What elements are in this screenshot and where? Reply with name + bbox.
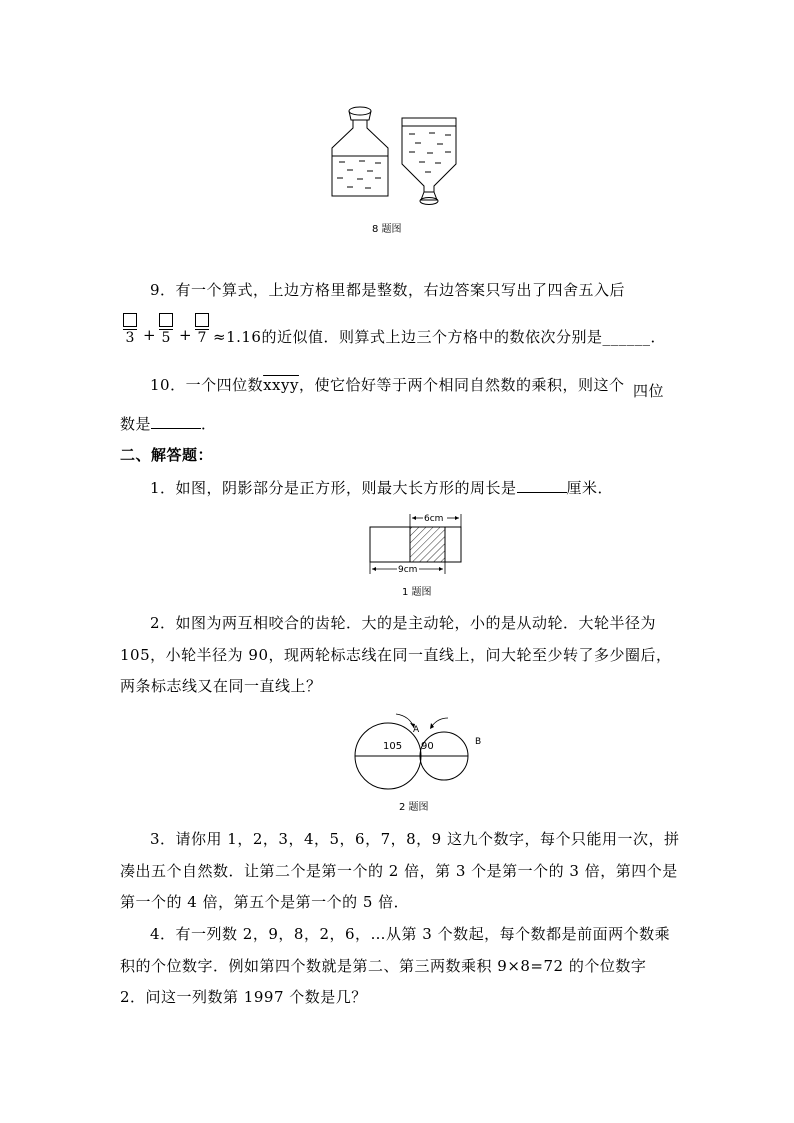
a1-label-top: 6cm (424, 514, 444, 524)
q9-end: ． (650, 328, 666, 346)
q10-line2b: ． (201, 415, 217, 433)
a2-label-big: 105 (383, 741, 403, 752)
a1-text2: 厘米． (566, 479, 614, 497)
q10-number: xxyy (263, 376, 299, 394)
a1-label-bottom: 9cm (398, 565, 418, 575)
q10-part2: ，使它恰好等于两个相同自然数的乘积，则这个 (298, 376, 625, 394)
a4-line1: 4．有一列数 2，9，8，2，6，…从第 3 个数起，每个数都是前面两个数乘 (150, 925, 671, 943)
a1-line (150, 476, 613, 499)
a1-diagram (365, 510, 475, 580)
a2-caption: 2 题图 (399, 802, 429, 813)
section2-title: 二、解答题： (120, 446, 214, 464)
a3-line3: 第一个的 4 倍，第五个是第一个的 5 倍． (120, 893, 410, 911)
q9-line1: 9．有一个算式，上边方格里都是整数，右边答案只写出了四舍五入后 (150, 281, 626, 299)
a4-line2: 积的个位数字．例如第四个数就是第二、第三两数乘积 9×8=72 的个位数字 (120, 957, 647, 975)
q9-box-1 (123, 313, 137, 327)
q9-fraction-2 (159, 313, 173, 346)
q9-line2 (213, 326, 666, 348)
a1-blank (517, 476, 567, 493)
q10-part1: 10．一个四位数 (150, 376, 264, 394)
fig8-diagram (325, 104, 465, 214)
a1-caption: 1 题图 (402, 587, 432, 598)
q9-plus-2: + (179, 326, 192, 344)
a3-line2: 凑出五个自然数．让第二个是第一个的 2 倍，第 3 个是第一个的 3 倍，第四个是 (120, 862, 678, 880)
q9-tail: ≈1.16的近似值．则算式上边三个方格中的数依次分别是 (213, 328, 603, 346)
q10-line2 (120, 412, 217, 435)
a2-label-small: 90 (421, 741, 434, 752)
a2-label-a: A (413, 725, 420, 735)
q9-fraction-1 (123, 313, 137, 346)
q9-den-1: 3 (125, 330, 135, 346)
q9-plus-1: + (143, 326, 156, 344)
q10-part3: 四位 (633, 382, 665, 400)
q10-line2a: 数是 (120, 415, 152, 433)
q9-box-3 (195, 313, 209, 327)
a2-line3: 两条标志线又在同一直线上？ (120, 677, 322, 695)
q10-blank (151, 412, 201, 429)
a4-line3: 2．问这一列数第 1997 个数是几？ (120, 988, 367, 1006)
a2-label-b: B (475, 737, 482, 747)
a3-line1: 3．请你用 1，2，3，4，5，6，7，8，9 这九个数字，每个只能用一次，拼 (150, 830, 680, 848)
q9-box-2 (159, 313, 173, 327)
q10-line1 (150, 374, 624, 396)
q9-den-3: 7 (197, 330, 207, 346)
a2-line1: 2．如图为两互相咬合的齿轮．大的是主动轮，小的是从动轮．大轮半径为 (150, 614, 657, 632)
q9-den-2: 5 (161, 330, 171, 346)
fig8-caption: 8 题图 (372, 224, 402, 235)
q9-blank: ______ (602, 328, 651, 346)
a2-diagram (350, 708, 490, 796)
q9-fraction-3 (195, 313, 209, 346)
a2-line2: 105，小轮半径为 90，现两轮标志线在同一直线上，问大轮至少转了多少圈后， (120, 646, 672, 664)
a1-text1: 1．如图，阴影部分是正方形，则最大长方形的周长是 (150, 479, 517, 497)
